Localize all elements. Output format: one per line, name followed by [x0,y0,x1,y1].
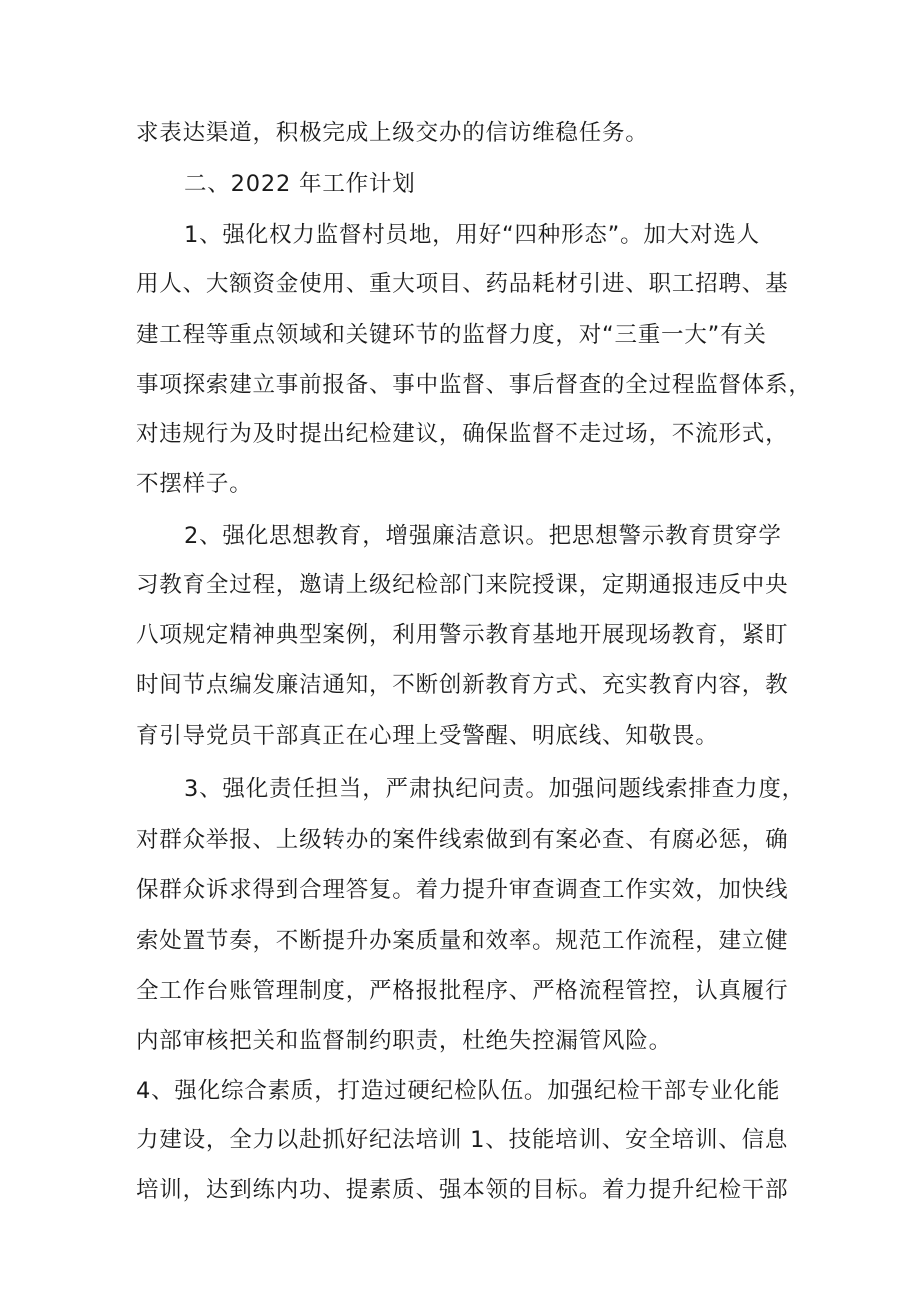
paragraph-line: 育引导党员干部真正在心理上受警醒、明底线、知敬畏。 [136,723,719,749]
paragraph-line: 1、强化权力监督村员地，用好“四种形态”。加大对选人 [184,222,760,248]
paragraph-line: 2、强化思想教育，增强廉洁意识。把思想警示教育贯穿学 [184,523,782,549]
paragraph-line: 培训，达到练内功、提素质、强本领的目标。着力提升纪检干部 [136,1177,789,1203]
paragraph-line: 对违规行为及时提出纪检建议，确保监督不走过场，不流形式， [136,421,789,447]
paragraph-line: 对群众举报、上级转办的案件线索做到有案必查、有腐必惩，确 [136,827,789,853]
paragraph-line: 全工作台账管理制度，严格报批程序、严格流程管控，认真履行 [136,978,789,1004]
paragraph-line: 3、强化责任担当，严肃执纪问责。加强问题线索排查力度， [184,776,805,802]
paragraph-line: 习教育全过程，邀请上级纪检部门来院授课，定期通报违反中央 [136,572,789,598]
paragraph-line: 保群众诉求得到合理答复。着力提升审查调查工作实效，加快线 [136,877,789,903]
paragraph-line: 事项探索建立事前报备、事中监督、事后督查的全过程监督体系， [136,372,812,398]
paragraph-line: 用人、大额资金使用、重大项目、药品耗材引进、职工招聘、基 [136,271,789,297]
paragraph-line: 建工程等重点领域和关键环节的监督力度，对“三重一大”有关 [136,322,767,348]
paragraph-line: 不摆样子。 [136,471,253,497]
paragraph-line: 求表达渠道，积极完成上级交办的信访维稳任务。 [136,120,649,146]
paragraph-line: 八项规定精神典型案例，利用警示教育基地开展现场教育，紧盯 [136,622,789,648]
paragraph-line: 力建设，全力以赴抓好纪法培训 1、技能培训、安全培训、信息 [136,1127,789,1153]
paragraph-line: 时间节点编发廉洁通知，不断创新教育方式、充实教育内容，教 [136,672,789,698]
section-heading: 二、2022 年工作计划 [184,171,416,197]
paragraph-line: 索处置节奏，不断提升办案质量和效率。规范工作流程，建立健 [136,928,789,954]
paragraph-line: 4、强化综合素质，打造过硬纪检队伍。加强纪检干部专业化能 [136,1078,781,1104]
paragraph-line: 内部审核把关和监督制约职责，杜绝失控漏管风险。 [136,1028,672,1054]
